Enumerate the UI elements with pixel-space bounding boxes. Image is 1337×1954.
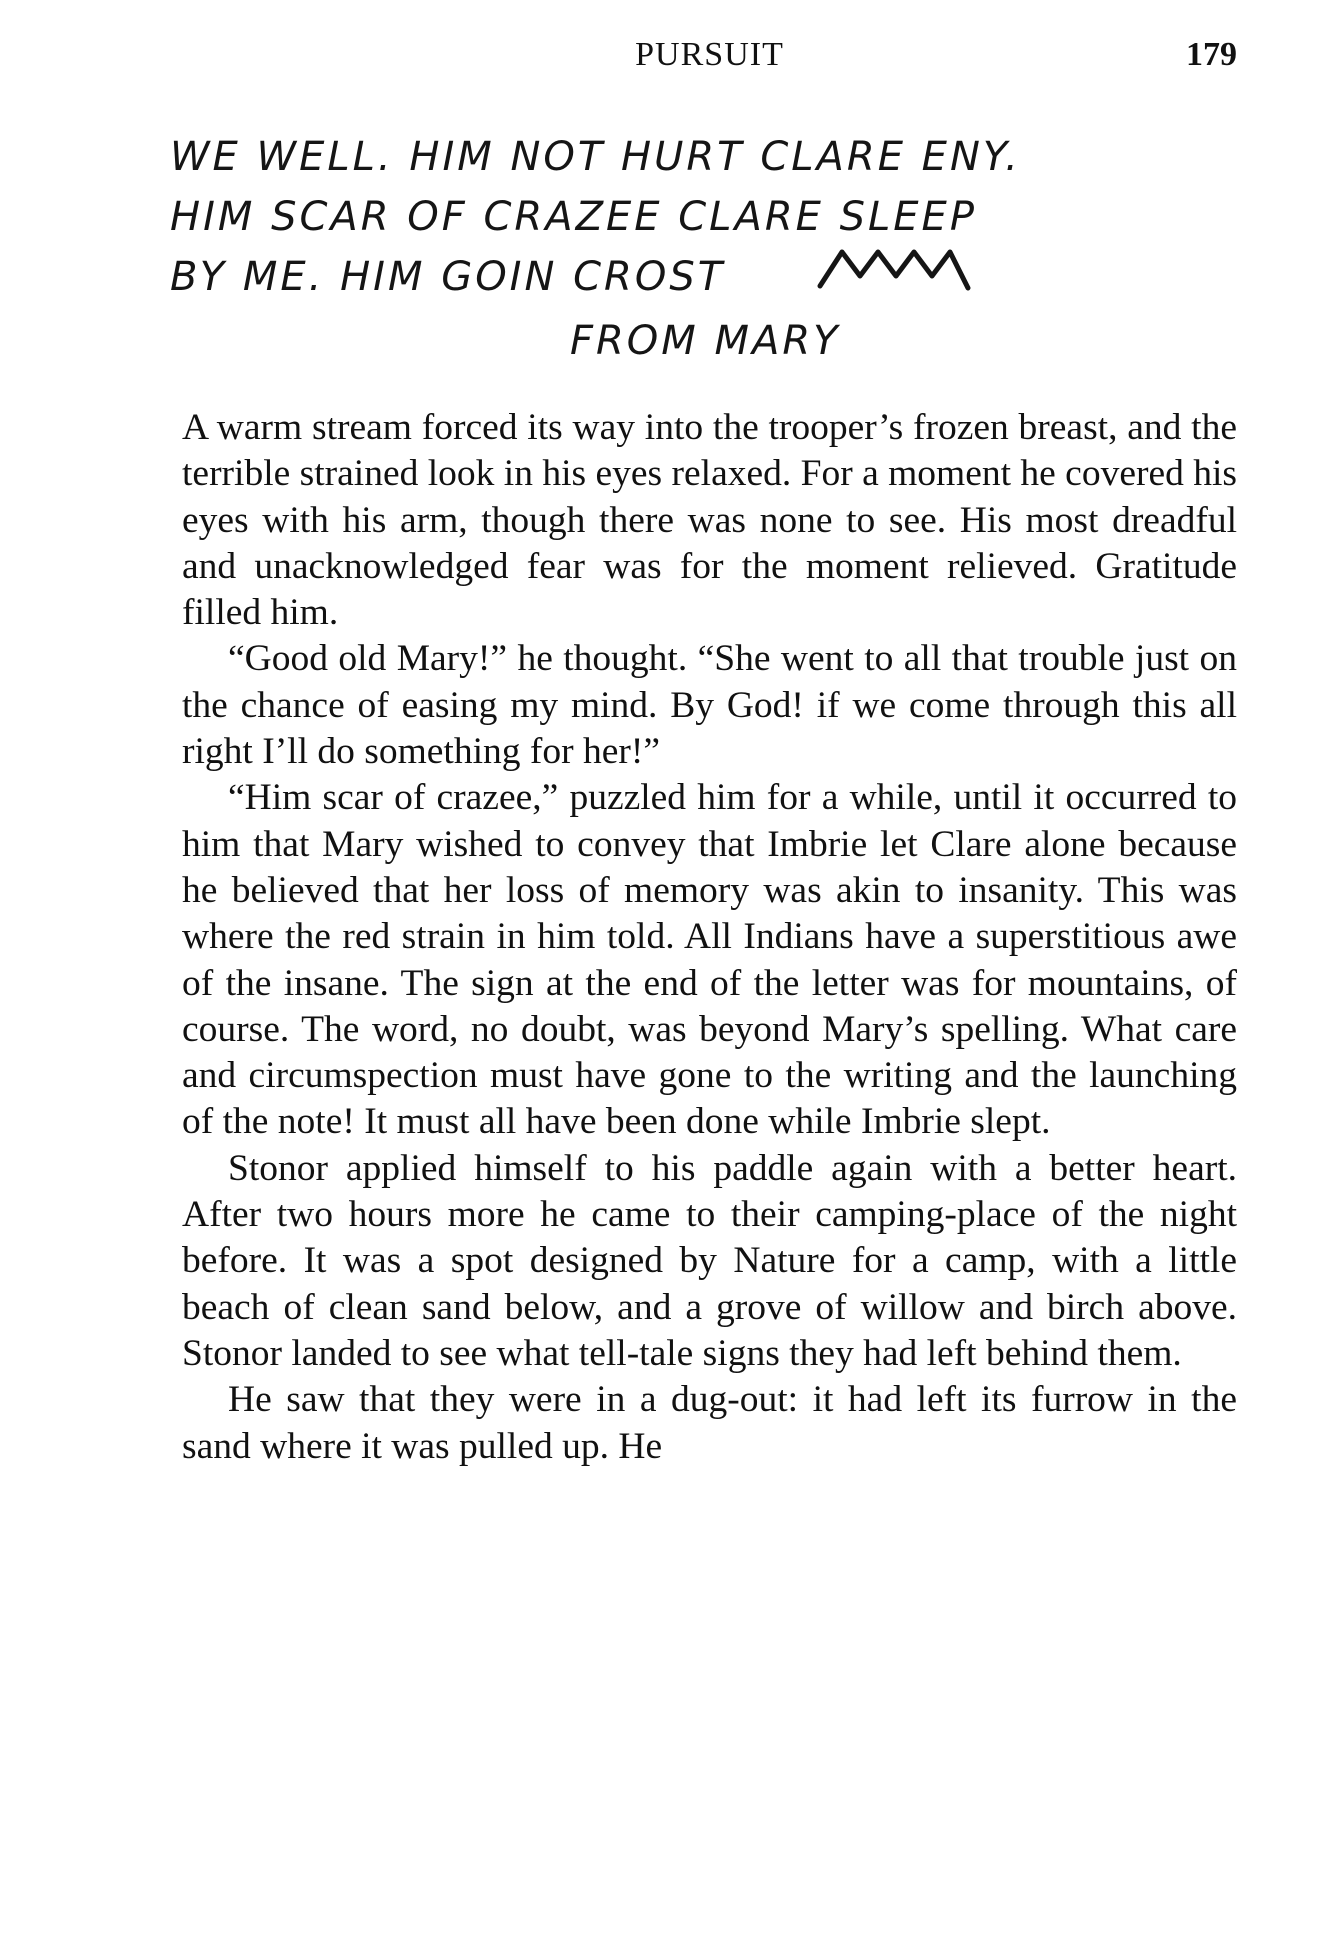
note-signature: FROM MARY [570,318,841,364]
mountains-sign-icon [820,252,968,288]
paragraph-4: Stonor applied himself to his paddle again with a better heart. After two hours more he came to their camping-place of the night before. It was a spot designed by Nature for a camp, with a little beach of clean sand below, and a grove of willow and birch above. Stonor landed to see what tell-tale signs they had left behind them. [182,1147,1237,1374]
handwritten-note [170,128,1250,368]
note-line-3: BY ME. HIM GOIN CROST [170,254,726,300]
paragraph-2: “Good old Mary!” he thought. “She went to all that trouble just on the chance of easing my mind. By God! if we come through this all right I’ll do something for her!” [182,638,1237,773]
body-text [182,405,1237,1470]
paragraph-5: He saw that they were in a dug-out: it had left its furrow in the sand where it was pulled up. He [182,1379,1237,1467]
note-line-1: WE WELL. HIM NOT HURT CLARE ENY. [170,134,1021,180]
page-header [182,36,1237,86]
handwritten-note-drawing [170,128,1250,368]
paragraph-3: “Him scar of crazee,” puzzled him for a while, until it occurred to him that Mary wished to convey that Imbrie let Clare alone because he believed that her loss of memory was akin to insanity. This was where the red strain in him told. All Indians have a superstitious awe of the insane. The sign at the end of the letter was for mountains, of course. The word, no doubt, was beyond Mary’s spelling. What care and circumspection must have gone to the writing and the launching of the note! It must all have been done while Imbrie slept. [182,777,1237,1143]
running-title: PURSUIT [635,36,784,73]
paragraph-1: A warm stream forced its way into the trooper’s frozen breast, and the terrible strained look in his eyes relaxed. For a moment he covered his eyes with his arm, though there was none to see. His most dreadful and unacknowledged fear was for the moment relieved. Gratitude filled him. [182,407,1237,634]
note-line-2: HIM SCAR OF CRAZEE CLARE SLEEP [170,194,977,240]
page-number: 179 [1186,36,1237,73]
